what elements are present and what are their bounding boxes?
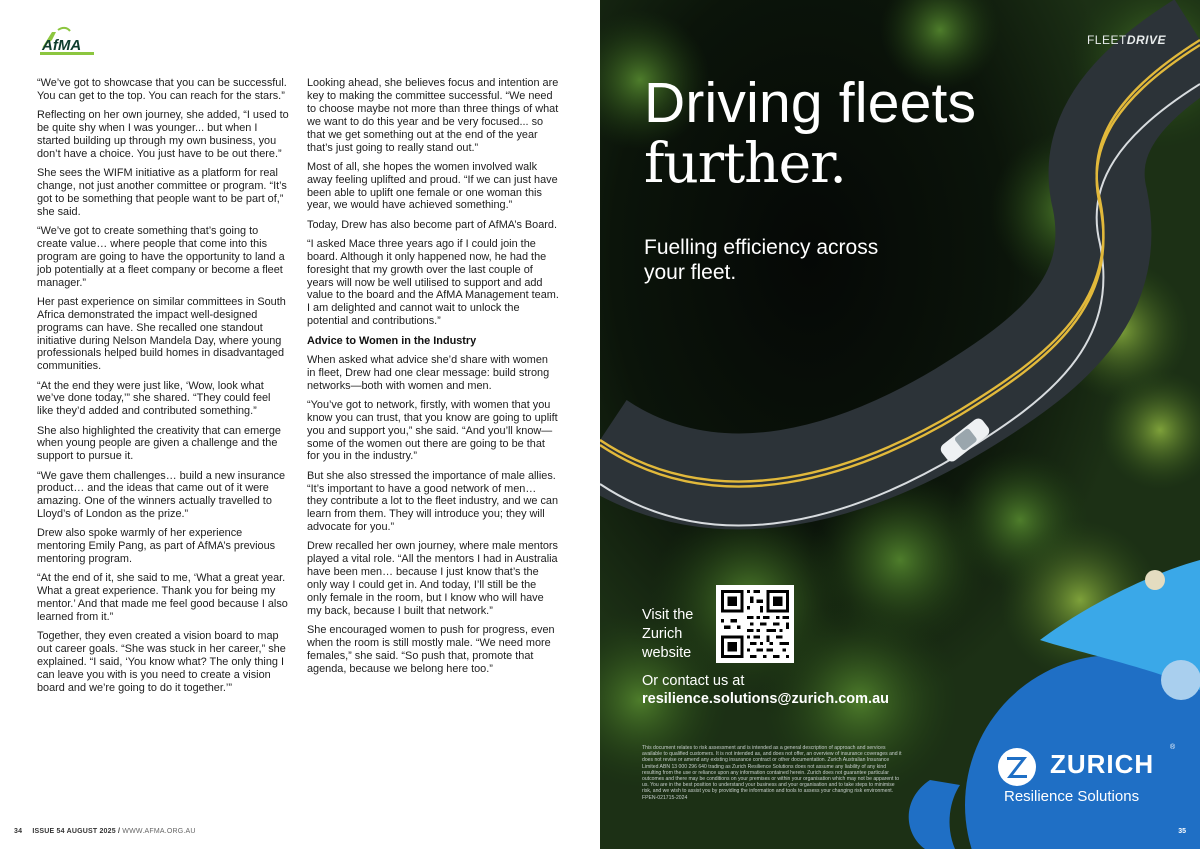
zurich-wordmark: ZURICH	[1050, 749, 1155, 779]
paragraph: Reflecting on her own journey, she added, “I used to be quite shy when I was younger... but when I started building up through my own business, you don’t have a choice. You just have to be out there.”	[37, 109, 289, 160]
paragraph: Her past experience on similar committees in South Africa demonstrated the impact well-designed programs can have. She recalled one standout initiative during Nelson Mandela Day, where young professionals helped build homes in disadvantaged communities.	[37, 295, 286, 373]
paragraph: Drew recalled her own journey, where male mentors played a vital role. “All the mentors I had in Australia have been men… because I just know that’s the only way I could get in. And today, I’ll still be the only female in the room, but I know who will have my back, because I built that network.”	[307, 540, 558, 617]
paragraph: Most of all, she hopes the women involved walk away feeling uplifted and proud. “If we can just have been able to uplift one female or one woman this year, we would have achieved something.”	[307, 160, 558, 212]
contact-email-link[interactable]: resilience.solutions@zurich.com.au	[642, 691, 890, 707]
paragraph: “At the end of it, she said to me, ‘What a great year. What a great experience. Thank you for being my mentor.’ And that made me feel good because I also learned from it.”	[37, 572, 288, 624]
paragraph: Looking ahead, she believes focus and intention are key to making the committee successful. “We need to choose maybe not more than three things of what we want to do this year and be very focused... so that we get something out at the end of the year that’s just going to really stand out.”	[307, 77, 559, 154]
ad-subheading: Fuelling efficiency across your fleet.	[644, 236, 879, 284]
paragraph: “We gave them challenges… build a new insurance product… and the ideas that came out of it were amazing. One of the winners actually travelled to Lloyd’s of London as the prize.”	[37, 469, 286, 521]
headline-line-2: further.	[644, 131, 846, 195]
legal-disclaimer: This document relates to risk assessment and is intended as a general description of approach and services available to qualified customers. It is not intended as, and does not offer, an overview of insurance coverages and it does not revise or amend any existing insurance contract or other documentation. Zurich Australian Insurance Limited ABN 13 000 296 640 trading as Zurich Resilience Solutions does not assume any liability of any kind resulting from the use or reliance upon any information contained herein. Zurich does not guarantee particular outcomes and there may be conditions on your premises or within your organisation which may not be apparent to us. You are in the best position to understand your business and your organisation and to take steps to minimise risk, and we wish to assist you by providing the information and tools to assess your changing risk environment. FPEN-021715-2024	[642, 745, 902, 801]
fleetdrive-masthead	[1087, 33, 1166, 47]
afma-logo	[38, 26, 96, 56]
brand-part: FLEET	[1086, 33, 1127, 47]
article-column-1	[37, 77, 289, 701]
page-number: 34	[14, 828, 23, 835]
zurich-logo	[993, 744, 1183, 807]
paragraph: But she also stressed the importance of male allies. “It’s important to have a good network of men… they contribute a lot to the fleet industry, and we can learn from them. They will introduce you; they will advocate for you.”	[307, 469, 559, 534]
paragraph: “We’ve got to create something that’s going to create value… where people that come into this program are going to have the opportunity to land a job potentially at a fleet company or become a fleet manager.”	[37, 224, 285, 289]
contact-label: Or contact us at	[642, 673, 745, 689]
zurich-division: Resilience Solutions	[1004, 788, 1140, 805]
zurich-advert	[600, 0, 1200, 849]
visit-website-text: Visit the Zurich website	[642, 607, 694, 661]
paragraph: She also highlighted the creativity that can emerge when young people are given a challenge and the support to pursue it.	[37, 424, 281, 463]
paragraph: Together, they even created a vision board to map out career goals. “She was stuck in her career,” she explained. “I said, ‘You know what? The only thing I can leave you with is you need to create a vision board and we’re going to do it together.’”	[37, 630, 286, 695]
paragraph: Drew also spoke warmly of her experience mentoring Emily Pang, as part of AfMA’s previous mentoring program.	[37, 527, 276, 566]
svg-text:AfMA: AfMA	[42, 37, 82, 54]
zurich-z-icon	[997, 747, 1037, 787]
ad-headline	[644, 71, 977, 195]
brand-part: DRIVE	[1126, 33, 1166, 47]
registered-mark: ®	[1170, 744, 1176, 751]
paragraph: “I asked Mace three years ago if I could join the board. Although it only happened now, he had the foresight that my growth over the last couple of years will now be well utilised to support and add value to the board and the AfMA Management team. I am delighted and cannot wait to unlock the potential and contributions.”	[307, 237, 559, 328]
page-footer	[14, 828, 196, 835]
page-number: 35	[1178, 828, 1186, 835]
paragraph: “At the end they were just like, ‘Wow, look what we’ve done today,’” she shared. “They could feel like they’d added and contributed something.”	[37, 379, 271, 418]
article-column-2	[307, 77, 559, 682]
paragraph: She encouraged women to push for progress, even when the room is still mostly male. “We need more females,” she said. “So push that, promote that agenda, because we belong here too.”	[307, 624, 555, 675]
section-heading: Advice to Women in the Industry	[307, 334, 477, 347]
headline-line-1: Driving fleets	[644, 71, 977, 135]
paragraph: When asked what advice she’d share with women in fleet, Drew had one clear message: build strong networks—both with women and men.	[307, 353, 550, 392]
issue-label: ISSUE 54 AUGUST 2025 /	[32, 828, 121, 835]
contact-block	[642, 672, 889, 708]
paragraph: Today, Drew has also become part of AfMA’s Board.	[307, 218, 557, 231]
paragraph: “You’ve got to network, firstly, with women that you know you can trust, that you know are going to uplift you and support you,” she said. “And you’ll know—some of the women out there are going to be that for you in the industry.”	[307, 398, 558, 463]
site-url: WWW.AFMA.ORG.AU	[122, 828, 196, 835]
paragraph: She sees the WIFM initiative as a platform for real change, not just another committee or program. “It’s got to be something that people want to be part of,” she said.	[37, 167, 287, 218]
paragraph: “We’ve got to showcase that you can be successful. You can get to the top. You can reach for the stars.”	[37, 77, 287, 102]
qr-code[interactable]	[716, 585, 794, 663]
